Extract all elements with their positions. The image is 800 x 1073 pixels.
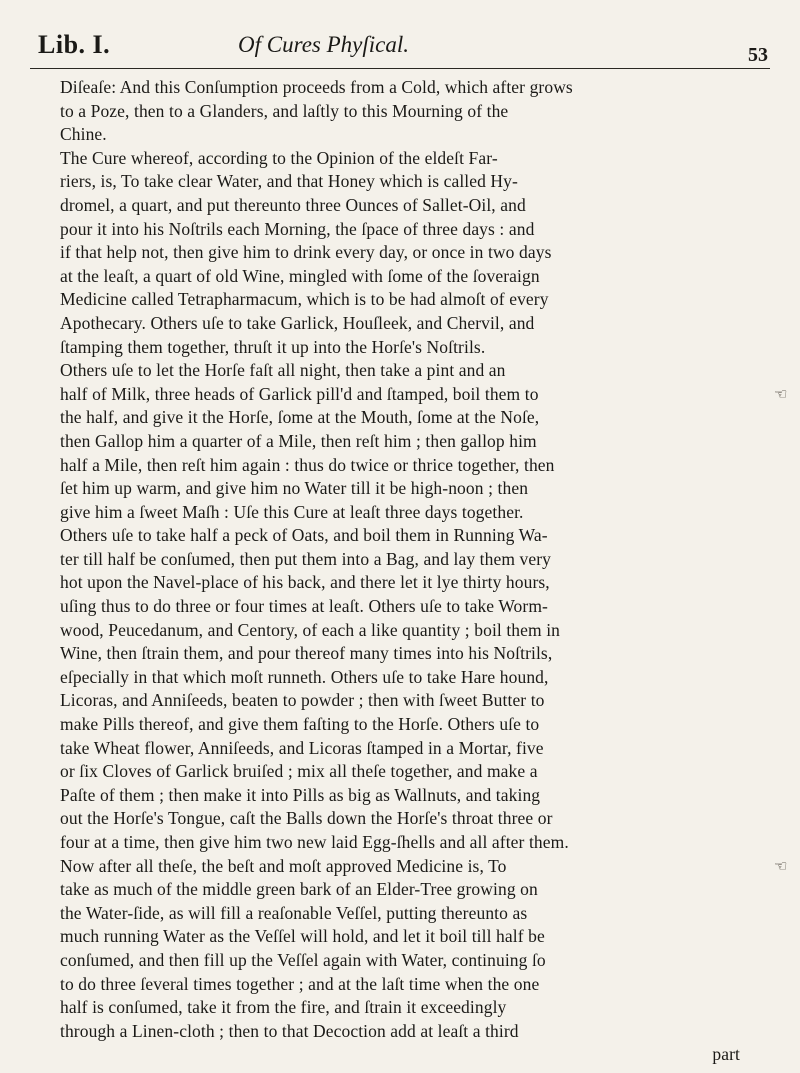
text-line: take Wheat flower, Anniſeeds, and Licoras ſtamped in a Mortar, five bbox=[60, 737, 544, 758]
text-line: give him a ſweet Maſh : Uſe this Cure at leaſt three days together. bbox=[60, 501, 524, 522]
text-line: half a Mile, then reſt him again : thus do twice or thrice together, then bbox=[60, 454, 555, 475]
text-line: half is conſumed, take it from the fire, and ſtrain it exceedingly bbox=[60, 997, 507, 1018]
text-line: The Cure whereof, according to the Opinion of the eldeſt Far- bbox=[60, 147, 498, 168]
running-header bbox=[38, 30, 768, 70]
text-line: through a Linen-cloth ; then to that Decoction add at leaſt a third bbox=[60, 1020, 519, 1041]
text-line: wood, Peucedanum, and Centory, of each a like quantity ; boil them in bbox=[60, 619, 561, 640]
text-line: or ſix Cloves of Garlick bruiſed ; mix all theſe together, and make a bbox=[60, 761, 538, 782]
text-line: pour it into his Noſtrils each Morning, the ſpace of three days : and bbox=[60, 218, 535, 239]
text-line: Others uſe to let the Horſe faſt all night, then take a pint and an bbox=[60, 360, 506, 381]
text-line: at the leaſt, a quart of old Wine, mingled with ſome of the ſoveraign bbox=[60, 265, 540, 286]
text-line: eſpecially in that which moſt runneth. Others uſe to take Hare hound, bbox=[60, 666, 549, 687]
text-line: Now after all theſe, the beſt and moſt approved Medicine is, To bbox=[60, 855, 507, 876]
text-line: ſtamping them together, thruſt it up into the Horſe's Noſtrils. bbox=[60, 336, 486, 357]
text-line: the Water-ſide, as will fill a reaſonable Veſſel, putting thereunto as bbox=[60, 902, 528, 923]
text-line: Chine. bbox=[60, 124, 107, 145]
body-text bbox=[60, 76, 770, 1067]
text-line: riers, is, To take clear Water, and that Honey which is called Hy- bbox=[60, 171, 518, 192]
text-line: conſumed, and then fill up the Veſſel again with Water, continuing ſo bbox=[60, 949, 546, 970]
text-line: uſing thus to do three or four times at leaſt. Others uſe to take Worm- bbox=[60, 596, 548, 617]
chapter-title: Of Cures Phyſical. bbox=[238, 32, 409, 57]
text-line: Others uſe to take half a peck of Oats, and boil them in Running Wa- bbox=[60, 525, 548, 546]
text-line: ter till half be conſumed, then put them into a Bag, and lay them very bbox=[60, 548, 552, 569]
text-line: dromel, a quart, and put thereunto three Ounces of Sallet-Oil, and bbox=[60, 194, 526, 215]
text-line: Paſte of them ; then make it into Pills as big as Wallnuts, and taking bbox=[60, 784, 541, 805]
text-line: hot upon the Navel-place of his back, and there let it lye thirty hours, bbox=[60, 572, 550, 593]
text-line: to do three ſeveral times together ; and at the laſt time when the one bbox=[60, 973, 540, 994]
text-line: if that help not, then give him to drink every day, or once in two days bbox=[60, 242, 552, 263]
text-line: Diſeaſe: And this Conſumption proceeds from a Cold, which after grows bbox=[60, 77, 573, 97]
text-line: then Gallop him a quarter of a Mile, then reſt him ; then gallop him bbox=[60, 430, 537, 451]
text-line: much running Water as the Veſſel will hold, and let it boil till half be bbox=[60, 926, 545, 947]
text-line: Wine, then ſtrain them, and pour thereof many times into his Noſtrils, bbox=[60, 643, 553, 664]
text-line: Apothecary. Others uſe to take Garlick, Houſleek, and Chervil, and bbox=[60, 312, 535, 333]
text-line: half of Milk, three heads of Garlick pill'd and ſtamped, boil them to bbox=[60, 383, 539, 404]
text-line: the half, and give it the Horſe, ſome at the Mouth, ſome at the Noſe, bbox=[60, 407, 540, 428]
pointing-hand-mark: ☜ bbox=[774, 387, 788, 403]
text-line: out the Horſe's Tongue, caſt the Balls down the Horſe's throat three or bbox=[60, 808, 553, 829]
text-line: to a Poze, then to a Glanders, and laſtly to this Mourning of the bbox=[60, 100, 509, 121]
text-line: Medicine called Tetrapharmacum, which is to be had almoſt of every bbox=[60, 289, 549, 310]
book-number: Lib. I. bbox=[38, 30, 111, 59]
header-rule bbox=[30, 68, 770, 69]
pointing-hand-mark: ☜ bbox=[774, 859, 788, 875]
text-line: Licoras, and Anniſeeds, beaten to powder ; then with ſweet Butter to bbox=[60, 690, 545, 711]
catchword: part bbox=[712, 1044, 740, 1065]
page-number: 53 bbox=[748, 44, 768, 66]
text-line: ſet him up warm, and give him no Water till it be high-noon ; then bbox=[60, 478, 529, 499]
text-line: four at a time, then give him two new laid Egg-ſhells and all after them. bbox=[60, 832, 569, 852]
text-line: make Pills thereof, and give them faſting to the Horſe. Others uſe to bbox=[60, 714, 540, 735]
text-line: take as much of the middle green bark of an Elder-Tree growing on bbox=[60, 879, 538, 900]
